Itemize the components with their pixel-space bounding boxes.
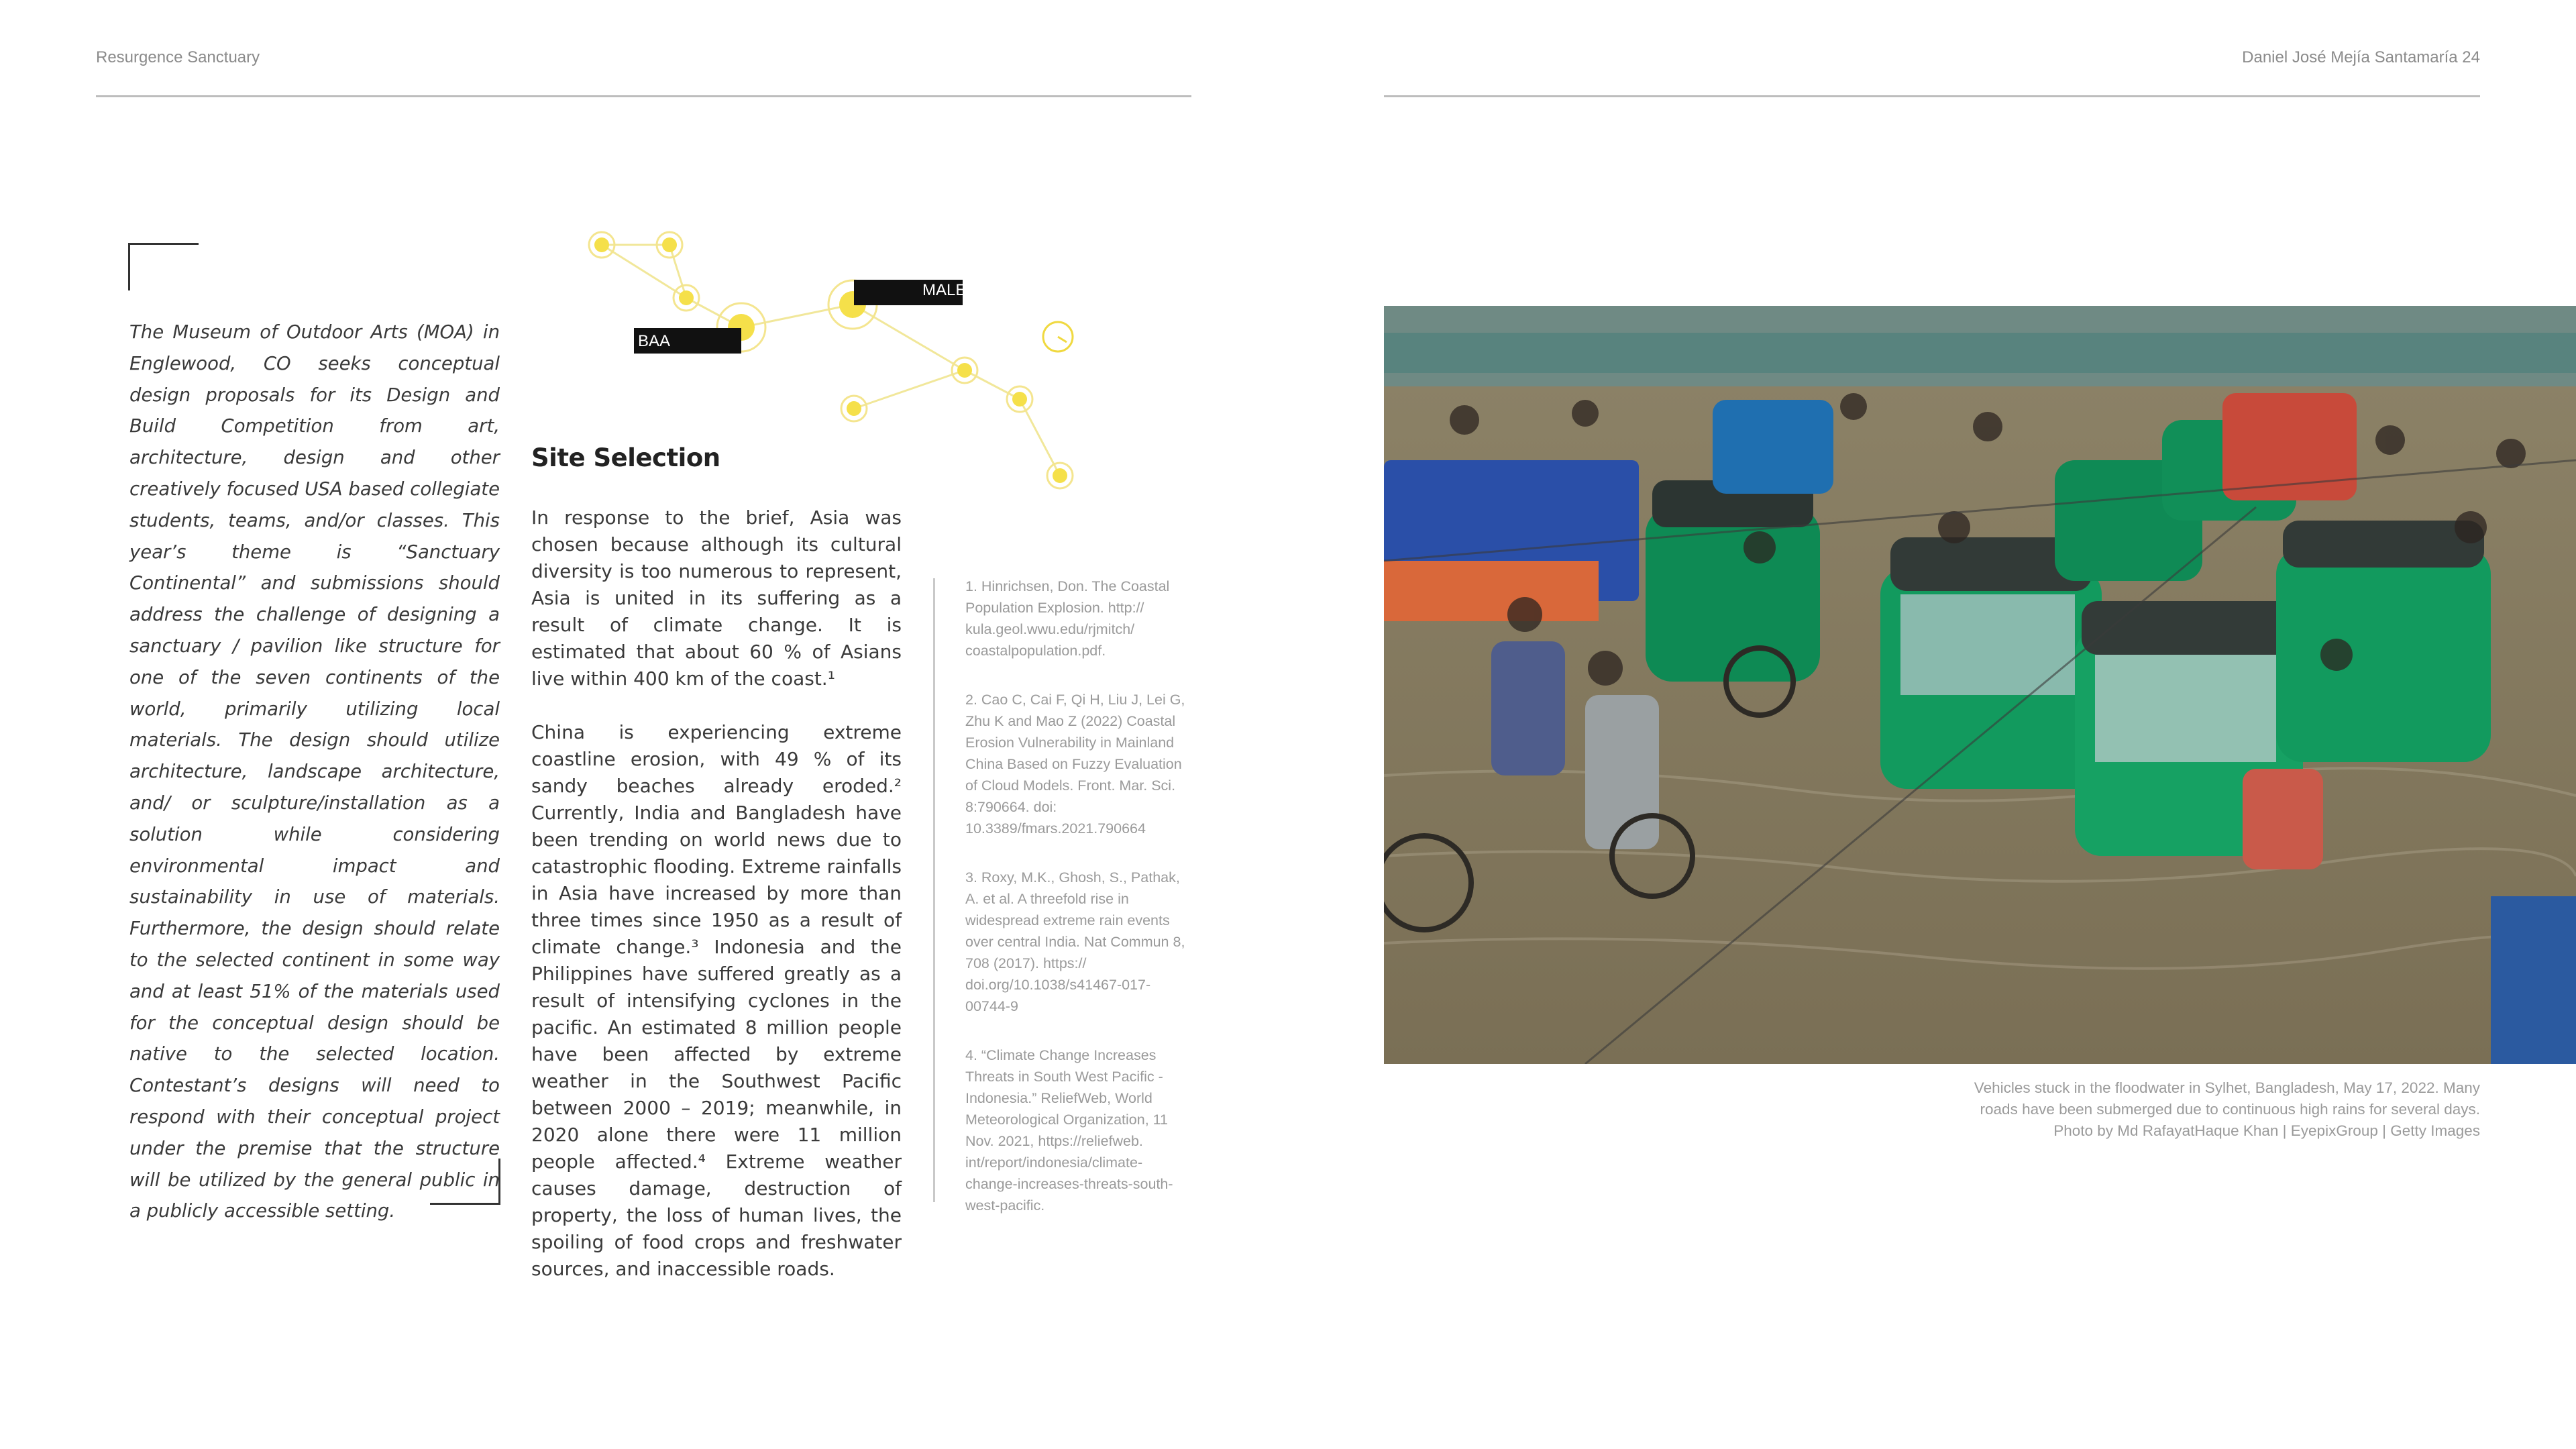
footnote-4: 4. “Climate Change Increases Threats in South West Pacific - Indonesia.” ReliefWeb, World Meteorological Organization, 11 Nov. 2021, https://reliefweb. int/report/indonesia/climate-change-increases-threats-south-west-pacific.	[965, 1047, 1173, 1214]
map-label-male: MALE	[922, 281, 967, 299]
quote-bracket-bottom-right	[430, 1159, 500, 1205]
running-header-author-page: Daniel José Mejía Santamaría 24	[2242, 48, 2480, 66]
header-rule-right	[1384, 95, 2480, 97]
caption-credit: Photo by Md RafayatHaque Khan | EyepixGroup | Getty Images	[2053, 1122, 2480, 1139]
map-connector-lines	[602, 245, 1060, 476]
quote-bracket-top-left	[128, 243, 199, 290]
footnotes	[965, 576, 1190, 1244]
flooded-street-photo	[1384, 306, 2576, 1064]
competition-brief-text: The Museum of Outdoor Arts (MOA) in Englewood, CO seeks conceptual design proposals for its Design and Build Competition from art, architecture, design and other creatively focused USA based collegiate students, teams, and/or classes. This year’s theme is “Sanctuary Continental” and submissions should address the challenge of designing a sanctuary / pavilion like structure for one of the seven continents of the world, primarily utilizing local materials. The design should utilize architecture, landscape architecture, and/ or sculpture/installation as a solution while considering environmental impact and sustainability in use of materials. Furthermore, the design should relate to the selected continent in some way and at least 51% of the materials used for the conceptual design should be native to the selected location. Contestant’s designs will need to respond with their conceptual project under the premise that the structure will be utilized by the general public in a publicly accessible setting.	[129, 321, 500, 1222]
footnote-divider	[933, 578, 935, 1202]
body-paragraph-1: In response to the brief, Asia was chosen because although its cultural diversity is too numerous to represent, Asia is united in its suffering as a result of climate change. It is estimated that about 60 % of Asians live within 400 km of the coast.¹	[531, 506, 902, 690]
site-selection-body	[531, 504, 902, 1309]
photo-caption	[1876, 1077, 2480, 1142]
body-paragraph-2: China is experiencing extreme coastline erosion, with 49 % of its sandy beaches already eroded.² Currently, India and Bangladesh have been trending on world news due to catastrophic flooding. Extreme rainfalls in Asia have increased by more than three times since 1950 as a result of climate change.³ Indonesia and the Philippines have suffered greatly as a result of intensifying cyclones in the pacific. An estimated 8 million people have been affected by extreme weather in the Southwest Pacific between 2000 – 2019; meanwhile, in 2020 alone there were 11 million people affected.⁴ Extreme weather causes damage, destruction of property, the loss of human lives, the spoiling of food crops and freshwater sources, and inaccessible roads.	[531, 721, 902, 1280]
map-label-baa: BAA	[638, 332, 671, 350]
section-title: Site Selection	[531, 443, 720, 472]
footnote-2: 2. Cao C, Cai F, Qi H, Liu J, Lei G, Zhu K and Mao Z (2022) Coastal Erosion Vulnerability in Mainland China Based on Fuzzy Evaluation of Cloud Models. Front. Mar. Sci. 8:790664. doi: 10.3389/fmars.2021.790664	[965, 692, 1185, 837]
footnote-1: 1. Hinrichsen, Don. The Coastal Population Explosion. http:// kula.geol.wwu.edu/rjmitch/ coastalpopulation.pdf.	[965, 578, 1170, 659]
footnote-3: 3. Roxy, M.K., Ghosh, S., Pathak, A. et al. A threefold rise in widespread extreme rain events over central India. Nat Commun 8, 708 (2017). https:// doi.org/10.1038/s41467-017-00744-9	[965, 869, 1185, 1014]
caption-line-2: roads have been submerged due to continuous high rains for several days.	[1980, 1101, 2480, 1118]
caption-line-1: Vehicles stuck in the floodwater in Sylhet, Bangladesh, May 17, 2022. Many	[1974, 1079, 2480, 1096]
header-rule-left	[96, 95, 1191, 97]
running-header-title: Resurgence Sanctuary	[96, 48, 260, 66]
